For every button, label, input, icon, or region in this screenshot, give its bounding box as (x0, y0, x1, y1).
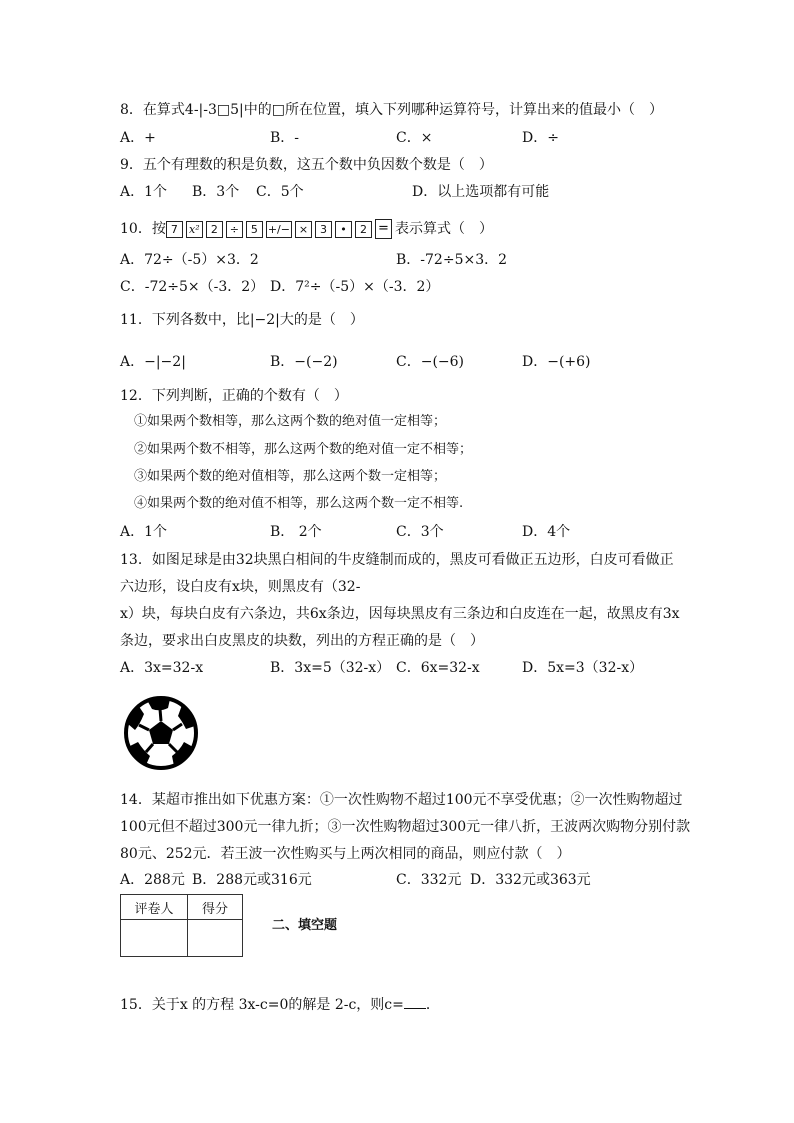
q10-option-a[interactable]: A．72÷（-5）×3．2 (120, 252, 259, 268)
section-title-fill-in: 二、填空题 (272, 918, 338, 933)
q13-option-a[interactable]: A．3x=32-x (120, 660, 204, 676)
q10-option-c[interactable]: C．-72÷5×（-3．2） (120, 279, 265, 295)
q13-option-c[interactable]: C．6x=32-x (396, 660, 480, 676)
q11-option-b[interactable]: B．−(−2) (270, 354, 338, 370)
key-multiply: × (295, 221, 312, 238)
key-7: 7 (166, 221, 183, 238)
q15-end: ． (425, 997, 440, 1013)
q12-statement-4: ④如果两个数的绝对值不相等，那么这两个数一定不相等. (134, 496, 464, 511)
q8-option-b[interactable]: B．- (270, 130, 300, 146)
key-sign-toggle: +/− (267, 222, 290, 236)
key-5: 5 (246, 221, 263, 238)
question-9-stem: 9．五个有理数的积是负数，这五个数中负因数个数是（ ） (120, 157, 493, 173)
question-8-stem: 8．在算式4-|-3□5|中的□所在位置，填入下列哪种运算符号，计算出来的值最小（ ） (120, 102, 663, 118)
question-13-line-3: x）块，每块白皮有六条边，共6x条边，因每块黑皮有三条边和白皮连在一起，故黑皮有3x (120, 606, 680, 622)
q8-option-a[interactable]: A．+ (120, 130, 156, 146)
q12-option-b[interactable]: B． 2个 (270, 524, 322, 540)
q10-option-b[interactable]: B．-72÷5×3．2 (396, 252, 508, 268)
key-decimal: • (335, 221, 352, 238)
q14-option-d[interactable]: D．332元或363元 (470, 872, 591, 888)
q9-option-c[interactable]: C．5个 (256, 184, 304, 200)
question-11-stem: 11．下列各数中，比|−2|大的是（ ） (120, 312, 364, 328)
q13-option-d[interactable]: D．5x=3（32-x） (522, 660, 644, 676)
q11-option-d[interactable]: D．−(+6) (522, 354, 591, 370)
key-equals: = (375, 219, 392, 239)
question-13-line-4: 条边，要求出白皮黑皮的块数，列出的方程正确的是（ ） (120, 633, 484, 649)
soccer-ball-figure (122, 694, 200, 772)
q9-option-d[interactable]: D．以上选项都有可能 (412, 184, 550, 200)
q12-statement-1: ①如果两个数相等，那么这两个数的绝对值一定相等； (134, 414, 447, 429)
key-2: 2 (206, 221, 223, 238)
question-14-line-3: 80元、252元．若王波一次性购买与上两次相同的商品，则应付款（ ） (120, 846, 571, 862)
question-15-stem (120, 994, 440, 1015)
q10-prefix: 10．按 (120, 221, 166, 237)
score-cell[interactable] (188, 920, 243, 957)
question-10-stem (120, 219, 493, 239)
q12-option-d[interactable]: D．4个 (522, 524, 571, 540)
grader-cell[interactable] (121, 920, 188, 957)
q14-option-b[interactable]: B．288元或316元 (192, 872, 312, 888)
key-2b: 2 (355, 221, 372, 238)
q12-option-a[interactable]: A．1个 (120, 524, 168, 540)
q9-option-a[interactable]: A．1个 (120, 184, 168, 200)
grader-score-table (120, 894, 243, 957)
q13-option-b[interactable]: B．3x=5（32-x） (270, 660, 391, 676)
q14-option-a[interactable]: A．288元 (120, 872, 185, 888)
q11-option-a[interactable]: A．−|−2| (120, 354, 186, 370)
q9-option-b[interactable]: B．3个 (192, 184, 240, 200)
key-square: x² (186, 221, 203, 238)
q12-option-c[interactable]: C．3个 (396, 524, 444, 540)
q15-text: 15．关于x 的方程 3x-c=0的解是 2-c，则c= (120, 997, 404, 1013)
q10-suffix: 表示算式（ ） (394, 221, 493, 237)
question-13-line-1: 13．如图足球是由32块黑白相间的牛皮缝制而成的，黑皮可看做正五边形，白皮可看做正 (120, 552, 674, 568)
q14-option-c[interactable]: C．332元 (396, 872, 462, 888)
question-14-line-2: 100元但不超过300元一律九折；③一次性购物超过300元一律八折，王波两次购物分别付款 (120, 819, 691, 835)
q11-option-c[interactable]: C．−(−6) (396, 354, 465, 370)
question-12-stem: 12．下列判断，正确的个数有（ ） (120, 388, 348, 404)
q12-statement-3: ③如果两个数的绝对值相等，那么这两个数一定相等； (134, 469, 447, 484)
q10-option-d[interactable]: D．7²÷（-5）×（-3．2） (270, 279, 440, 295)
key-3: 3 (315, 221, 332, 238)
key-divide: ÷ (226, 221, 243, 238)
q8-option-d[interactable]: D．÷ (522, 130, 559, 146)
grader-header: 评卷人 (121, 895, 188, 920)
answer-blank[interactable] (404, 994, 426, 1009)
question-13-line-2: 六边形，设白皮有x块，则黑皮有（32- (120, 579, 361, 595)
q12-statement-2: ②如果两个数不相等，那么这两个数的绝对值一定不相等； (134, 442, 473, 457)
question-14-line-1: 14．某超市推出如下优惠方案：①一次性购物不超过100元不享受优惠；②一次性购物超过 (120, 792, 683, 808)
calculator-key-sequence (166, 221, 395, 237)
q8-option-c[interactable]: C．× (396, 130, 433, 146)
score-header: 得分 (188, 895, 243, 920)
